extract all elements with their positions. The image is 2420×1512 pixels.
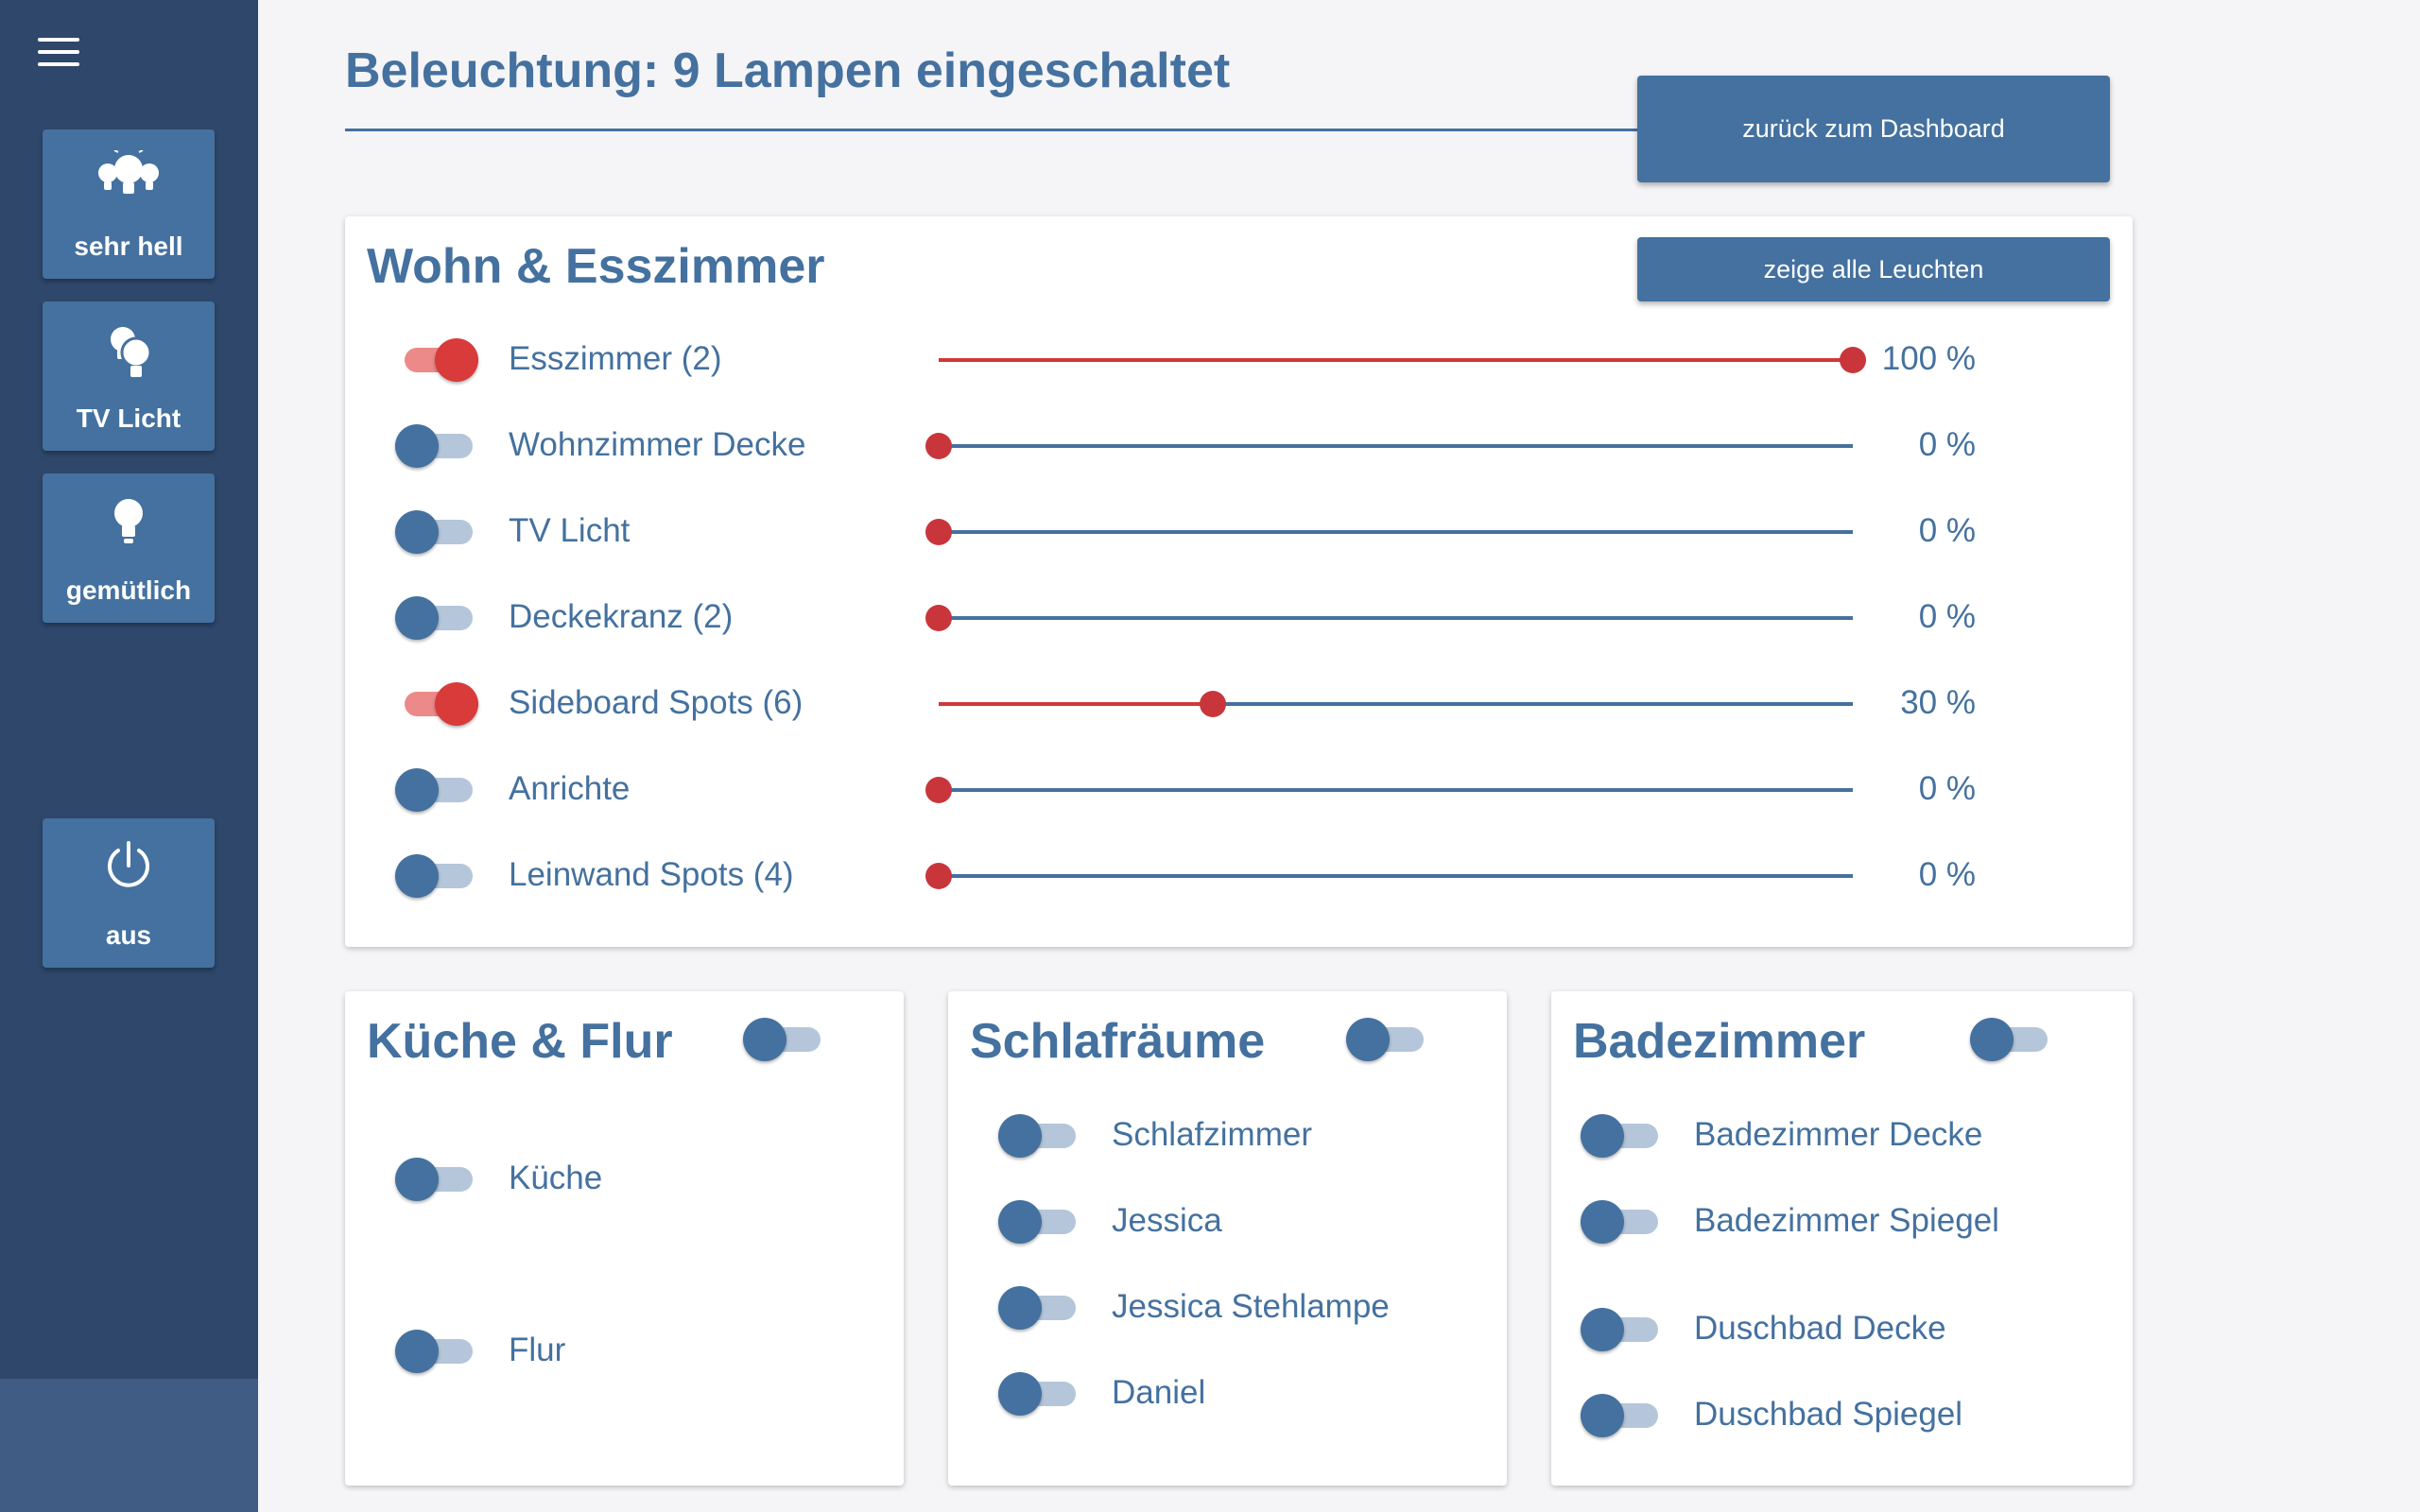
light-toggle[interactable] xyxy=(1581,1108,1664,1158)
dimmer-value: 100 % xyxy=(1881,340,1976,377)
group-toggle-bathrooms[interactable] xyxy=(1970,1012,2053,1061)
card-living-dining xyxy=(345,216,2133,947)
light-toggle[interactable] xyxy=(998,1280,1081,1330)
show-all-lights-button[interactable]: zeige alle Leuchten xyxy=(1637,237,2110,301)
scene-label: gemütlich xyxy=(65,576,192,605)
light-name: Flur xyxy=(509,1332,566,1368)
dimmer-slider[interactable] xyxy=(939,341,1853,379)
scene-label: sehr hell xyxy=(74,232,183,261)
page-title: Beleuchtung: 9 Lampen eingeschaltet xyxy=(345,43,1231,98)
off-button-label: aus xyxy=(105,920,152,950)
power-icon xyxy=(43,839,215,896)
light-toggle[interactable] xyxy=(395,763,478,812)
light-toggle[interactable] xyxy=(1581,1194,1664,1244)
light-name: Wohnzimmer Decke xyxy=(509,426,806,463)
scene-button-gemuetlich[interactable] xyxy=(43,473,215,623)
dimmer-thumb xyxy=(925,519,952,545)
dimmer-slider[interactable] xyxy=(939,685,1853,723)
bulb-icon xyxy=(43,494,215,551)
light-toggle[interactable] xyxy=(998,1108,1081,1158)
light-name: Schlafzimmer xyxy=(1112,1116,1312,1153)
sidebar-footer xyxy=(0,1379,258,1512)
dimmer-value: 0 % xyxy=(1918,856,1976,893)
scene-button-sehr-hell[interactable] xyxy=(43,129,215,279)
dimmer-slider[interactable] xyxy=(939,427,1853,465)
card-title: Badezimmer xyxy=(1573,1014,1866,1069)
card-title: Schlafräume xyxy=(970,1014,1266,1069)
dimmer-slider[interactable] xyxy=(939,513,1853,551)
light-name: TV Licht xyxy=(509,512,631,549)
light-toggle[interactable] xyxy=(395,591,478,640)
light-name: Anrichte xyxy=(509,770,631,807)
bulbs-bright-icon xyxy=(43,150,215,207)
hamburger-menu-icon[interactable] xyxy=(38,38,79,66)
dimmer-value: 0 % xyxy=(1918,512,1976,549)
light-toggle[interactable] xyxy=(395,1324,478,1373)
card-title: Wohn & Esszimmer xyxy=(367,239,825,294)
light-name: Badezimmer Decke xyxy=(1694,1116,1983,1153)
light-toggle[interactable] xyxy=(395,505,478,554)
group-toggle-bedrooms[interactable] xyxy=(1346,1012,1429,1061)
light-name: Esszimmer (2) xyxy=(509,340,722,377)
dimmer-fill xyxy=(939,702,1213,706)
light-name: Leinwand Spots (4) xyxy=(509,856,794,893)
light-toggle[interactable] xyxy=(395,419,478,468)
bulbs-pair-icon xyxy=(43,322,215,379)
dimmer-slider[interactable] xyxy=(939,599,1853,637)
dimmer-value: 0 % xyxy=(1918,426,1976,463)
dimmer-thumb xyxy=(925,777,952,803)
light-name: Jessica Stehlampe xyxy=(1112,1288,1390,1325)
light-name: Sideboard Spots (6) xyxy=(509,684,804,721)
dimmer-slider[interactable] xyxy=(939,857,1853,895)
dimmer-fill xyxy=(939,358,1853,362)
light-name: Daniel xyxy=(1112,1374,1206,1411)
sidebar xyxy=(0,0,258,1512)
light-name: Duschbad Decke xyxy=(1694,1310,1946,1347)
group-toggle-kitchen-hall[interactable] xyxy=(743,1012,826,1061)
dimmer-value: 0 % xyxy=(1918,770,1976,807)
light-toggle[interactable] xyxy=(395,1152,478,1201)
dimmer-slider[interactable] xyxy=(939,771,1853,809)
dimmer-value: 30 % xyxy=(1900,684,1976,721)
dimmer-value: 0 % xyxy=(1918,598,1976,635)
scene-button-tv-licht[interactable] xyxy=(43,301,215,451)
off-button[interactable] xyxy=(43,818,215,968)
light-name: Duschbad Spiegel xyxy=(1694,1396,1963,1433)
light-toggle[interactable] xyxy=(395,677,478,726)
light-toggle[interactable] xyxy=(998,1366,1081,1416)
light-toggle[interactable] xyxy=(395,849,478,898)
light-name: Jessica xyxy=(1112,1202,1222,1239)
scene-label: TV Licht xyxy=(76,404,182,433)
card-title: Küche & Flur xyxy=(367,1014,673,1069)
back-to-dashboard-button[interactable]: zurück zum Dashboard xyxy=(1637,76,2110,182)
light-name: Deckekranz (2) xyxy=(509,598,734,635)
dimmer-thumb xyxy=(925,863,952,889)
light-toggle[interactable] xyxy=(998,1194,1081,1244)
light-name: Badezimmer Spiegel xyxy=(1694,1202,1999,1239)
light-name: Küche xyxy=(509,1160,603,1196)
dimmer-thumb xyxy=(925,605,952,631)
light-toggle[interactable] xyxy=(1581,1388,1664,1437)
dimmer-thumb xyxy=(1200,691,1226,717)
light-toggle[interactable] xyxy=(395,333,478,382)
light-toggle[interactable] xyxy=(1581,1302,1664,1351)
dimmer-thumb xyxy=(925,433,952,459)
